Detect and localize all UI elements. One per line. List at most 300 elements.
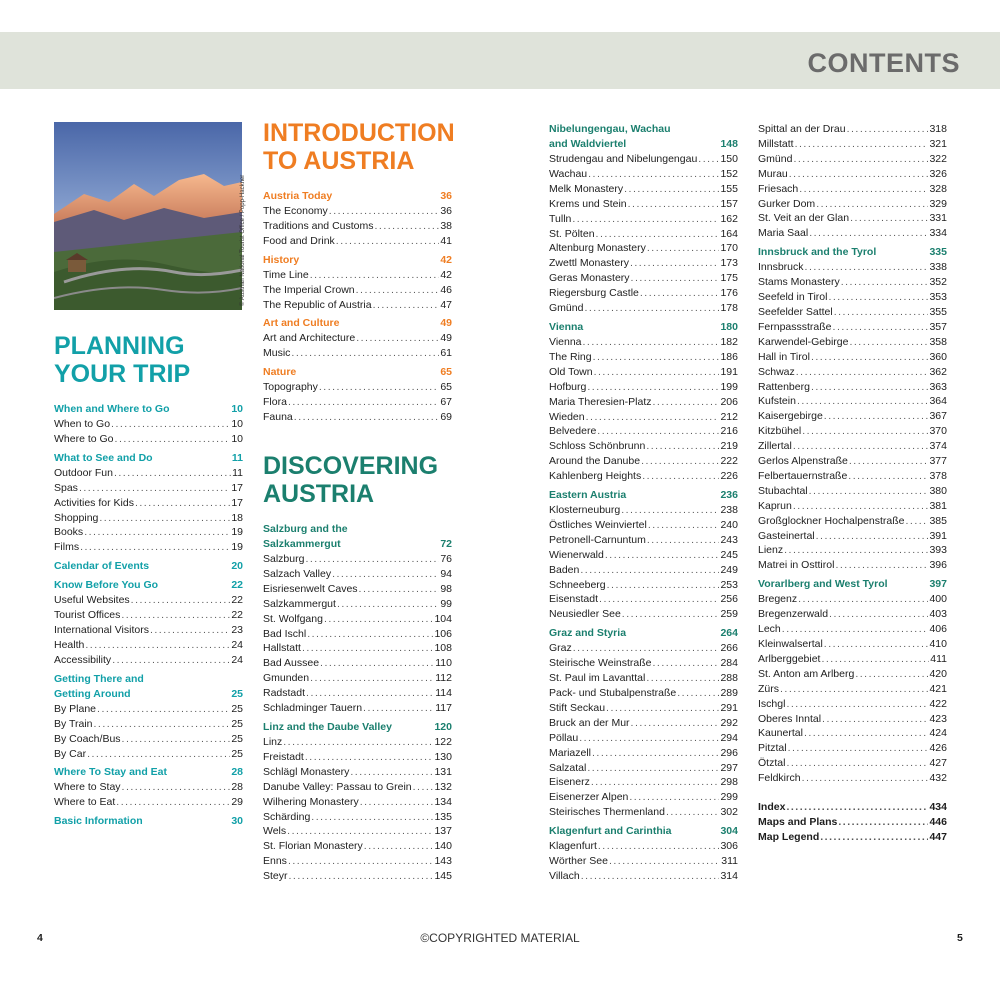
dot-leader [324, 612, 434, 627]
toc-entry [549, 212, 738, 227]
entry-title: Villach [549, 869, 580, 882]
entry-title: Ischgl [758, 697, 786, 710]
toc-entry [549, 686, 738, 701]
entry-title: Kitzbühel [758, 425, 802, 438]
entry-title: Gerlos Alpenstraße [758, 455, 848, 468]
dot-leader [289, 869, 434, 884]
entry-page: 259 [720, 608, 738, 621]
section-title-line: Salzkammergut [263, 538, 341, 550]
entry-title: Schneeberg [549, 578, 606, 591]
dot-leader [596, 227, 720, 242]
toc-entry [263, 204, 452, 219]
dot-leader [287, 824, 433, 839]
dot-leader [283, 735, 433, 750]
entry-title: St. Paul im Lavanttal [549, 672, 646, 685]
entry-title: Enns [263, 855, 287, 868]
dot-leader [111, 417, 230, 432]
entry-title: Spittal an der Drau [758, 123, 846, 135]
section-title [549, 122, 671, 152]
entry-title: Maria Saal [758, 227, 809, 240]
dot-leader [84, 525, 230, 540]
entry-page: 391 [929, 529, 947, 542]
planning-toc [54, 402, 243, 829]
toc-entry [263, 701, 452, 716]
dot-leader [592, 746, 719, 761]
entry-title: Pöllau [549, 731, 579, 744]
dot-leader [363, 701, 434, 716]
toc-entry [758, 424, 947, 439]
dot-leader [647, 241, 720, 256]
toc-entry [54, 623, 243, 638]
dot-leader [359, 582, 440, 597]
section-page: 28 [231, 766, 243, 779]
toc-entry [758, 592, 947, 607]
entry-title: Schlägl Monastery [263, 765, 350, 778]
section-title: Vienna [549, 320, 584, 333]
discovering-toc [263, 522, 452, 884]
entry-page: 24 [231, 653, 243, 666]
entry-title: Petronell-Carnuntum [549, 533, 646, 546]
entry-page: 157 [720, 197, 738, 210]
entry-page: 411 [930, 652, 947, 665]
toc-entry [54, 511, 243, 526]
toc-entry [549, 656, 738, 671]
entry-title: Kahlenberg Heights [549, 470, 642, 483]
section-title: Linz and the Daube Valley [263, 720, 392, 733]
dot-leader [332, 567, 439, 582]
entry-page: 25 [231, 702, 243, 715]
entry-page: 155 [720, 182, 738, 195]
section-title [263, 522, 348, 552]
entry-title: Feldkirch [758, 772, 801, 785]
toc-entry [549, 701, 738, 716]
entry-title: Gmünd [549, 302, 584, 315]
entry-page: 256 [720, 593, 738, 606]
mountain-photo [54, 122, 242, 310]
dot-leader [121, 608, 230, 623]
entry-page: 328 [929, 182, 947, 195]
toc-entry [758, 607, 947, 622]
toc-entry [549, 167, 738, 182]
entry-page: 434 [929, 801, 947, 814]
entry-page: 19 [231, 541, 243, 554]
dot-leader [307, 627, 433, 642]
dot-leader [848, 469, 928, 484]
entry-title: Where to Go [54, 432, 114, 445]
toc-entry [549, 380, 738, 395]
entry-title: Tulln [549, 212, 572, 225]
entry-title: Map Legend [758, 830, 820, 843]
toc-entry [54, 608, 243, 623]
entry-page: 291 [720, 701, 738, 714]
entry-title: Krems und Stein [549, 197, 627, 210]
entry-title: Fernpassstraße [758, 320, 832, 333]
entry-page: 314 [720, 869, 738, 882]
dot-leader [79, 481, 230, 496]
dot-leader [809, 226, 928, 241]
dot-leader [87, 747, 230, 762]
dot-leader [115, 432, 231, 447]
section-heading [263, 720, 452, 735]
toc-entry [263, 395, 452, 410]
toc-entry [758, 122, 947, 137]
entry-page: 38 [440, 219, 452, 232]
entry-title: Strudengau and Nibelungengau [549, 153, 698, 165]
toc-entry [263, 298, 452, 313]
entry-title: Schärding [263, 810, 311, 823]
section-page: 180 [720, 320, 738, 333]
entry-page: 186 [720, 350, 738, 363]
entry-page: 362 [929, 365, 947, 378]
dot-leader [594, 365, 720, 380]
entry-title: Steyr [263, 870, 288, 883]
entry-title: Bad Aussee [263, 657, 320, 670]
dot-leader [816, 197, 928, 212]
entry-page: 110 [435, 657, 452, 670]
dot-leader [329, 204, 440, 219]
page-title: CONTENTS [807, 48, 960, 78]
section-title: Basic Information [54, 815, 143, 828]
toc-entry [758, 211, 947, 226]
entry-page: 19 [231, 526, 243, 539]
section-title: When and Where to Go [54, 403, 170, 415]
entry-title: Eisenerz [549, 776, 590, 789]
entry-title: Geras Monastery [549, 272, 630, 285]
toc-entry [758, 454, 947, 469]
section-page: 264 [720, 627, 738, 640]
entry-page: 396 [929, 559, 947, 572]
copyright-notice: ©COPYRIGHTED MATERIAL [420, 931, 580, 945]
dot-leader [598, 839, 720, 854]
entry-title: Graz [549, 642, 572, 655]
section-title: Vorarlberg and West Tyrol [758, 578, 888, 591]
toc-entry [549, 805, 738, 820]
toc-entry [549, 839, 738, 854]
dot-leader [97, 702, 230, 717]
toc-entry [549, 671, 738, 686]
toc-entry [549, 854, 738, 869]
entry-title: Schwaz [758, 365, 795, 378]
entry-page: 175 [720, 272, 738, 285]
toc-entry [549, 454, 738, 469]
entry-title: Eisriesenwelt Caves [263, 582, 358, 595]
toc-entry [758, 350, 947, 365]
entry-page: 393 [929, 544, 947, 557]
entry-page: 334 [929, 227, 947, 240]
entry-title: Stubachtal [758, 484, 808, 497]
toc-entry [263, 780, 452, 795]
dot-leader [131, 593, 231, 608]
dot-leader [112, 653, 230, 668]
entry-page: 49 [440, 332, 452, 345]
section-title [54, 672, 144, 702]
dot-leader [780, 682, 928, 697]
section-page: 11 [231, 451, 243, 464]
dot-leader [631, 271, 720, 286]
dot-leader [834, 305, 929, 320]
section-heading [758, 577, 947, 592]
entry-title: Where to Stay [54, 781, 121, 794]
entry-title: Kleinwalsertal [758, 638, 823, 650]
toc-entry [758, 380, 947, 395]
section-page: 30 [231, 815, 243, 828]
dot-leader [336, 234, 440, 249]
entry-title: Karwendel-Gebirge [758, 335, 849, 348]
entry-page: 421 [929, 682, 947, 695]
toc-entry [263, 765, 452, 780]
entry-page: 36 [440, 205, 452, 217]
entry-title: Stift Seckau [549, 701, 606, 714]
entry-page: 108 [434, 642, 452, 655]
toc-entry [263, 735, 452, 750]
toc-entry [758, 771, 947, 786]
entry-title: Klosterneuburg [549, 504, 621, 517]
entry-page: 114 [435, 687, 452, 700]
entry-page: 23 [231, 624, 243, 637]
toc-entry [549, 469, 738, 484]
entry-page: 338 [929, 261, 947, 274]
dot-leader [356, 283, 440, 298]
section-title: Innsbruck and the Tyrol [758, 246, 877, 259]
entry-title: Melk Monastery [549, 182, 624, 195]
entry-title: Useful Websites [54, 594, 130, 607]
toc-entry [758, 637, 947, 652]
entry-title: Salzach Valley [263, 567, 332, 580]
toc-entry [758, 514, 947, 529]
toc-entry [263, 567, 452, 582]
toc-entry [549, 197, 738, 212]
dot-leader [291, 346, 439, 361]
toc-entry [758, 137, 947, 152]
entry-title: Bregenz [758, 593, 798, 606]
dot-leader [583, 335, 720, 350]
dot-leader [116, 795, 230, 810]
entry-page: 10 [231, 418, 243, 430]
entry-page: 446 [929, 815, 947, 828]
toc-entry [54, 417, 243, 432]
toc-entry [54, 466, 243, 481]
entry-title: Maps and Plans [758, 815, 838, 828]
entry-title: Zillertal [758, 440, 792, 453]
entry-page: 25 [231, 732, 243, 745]
dot-leader [797, 394, 929, 409]
section-heading [263, 522, 452, 552]
toc-entry [758, 182, 947, 197]
dot-leader [311, 810, 433, 825]
toc-entry [758, 275, 947, 290]
entry-title: Bruck an der Mur [549, 716, 630, 729]
entry-title: The Republic of Austria [263, 298, 372, 311]
toc-entry [549, 775, 738, 790]
toc-entry [549, 503, 738, 518]
photo-credit: © Austrian National Tourist Office / Popp-Hackner [240, 174, 246, 306]
entry-page: 11 [232, 466, 243, 479]
toc-entry [549, 578, 738, 593]
entry-page: 226 [720, 470, 738, 483]
dot-leader [319, 380, 439, 395]
dot-leader [816, 529, 929, 544]
dot-leader [294, 410, 440, 425]
entry-title: Wachau [549, 167, 588, 180]
toc-entry [549, 286, 738, 301]
entry-page: 422 [929, 697, 947, 710]
discovering-heading: DISCOVERING AUSTRIA [263, 452, 439, 508]
toc-entry [54, 540, 243, 555]
entry-title: Freistadt [263, 750, 304, 763]
toc-entry [549, 790, 738, 805]
entry-title: Hofburg [549, 380, 587, 393]
section-title: History [263, 253, 300, 266]
toc-entry [758, 484, 947, 499]
dot-leader [642, 469, 719, 484]
entry-page: 219 [720, 440, 738, 453]
entry-page: 296 [720, 746, 738, 759]
entry-title: Gasteinertal [758, 529, 815, 542]
toc-entry [263, 331, 452, 346]
entry-title: Spas [54, 481, 78, 494]
dot-leader [824, 409, 929, 424]
dot-leader [587, 761, 719, 776]
entry-title: Films [54, 541, 80, 554]
entry-title: Hall in Tirol [758, 350, 810, 363]
dot-leader [288, 395, 439, 410]
section-title: Calendar of Events [54, 560, 150, 573]
entry-title: Bad Ischl [263, 627, 307, 640]
dot-leader [606, 701, 719, 716]
toc-entry [758, 667, 947, 682]
toc-entry [263, 810, 452, 825]
section-heading [549, 626, 738, 641]
dot-leader [373, 298, 440, 313]
entry-page: 432 [929, 772, 947, 785]
toc-entry [549, 731, 738, 746]
section-title: Klagenfurt and Carinthia [549, 825, 672, 838]
section-title: What to See and Do [54, 451, 153, 464]
toc-entry [758, 439, 947, 454]
entry-page: 132 [434, 780, 452, 793]
entry-title: Shopping [54, 511, 99, 524]
entry-title: Gmunden [263, 672, 310, 685]
dot-leader [802, 771, 929, 786]
toc-entry [758, 197, 947, 212]
entry-title: Eisenerzer Alpen [549, 791, 629, 804]
section-title: Know Before You Go [54, 579, 159, 592]
dot-leader [646, 671, 719, 686]
entry-page: 410 [929, 638, 947, 650]
entry-title: Outdoor Fun [54, 466, 113, 479]
section-heading [54, 451, 243, 466]
section-page: 335 [929, 246, 947, 259]
entry-title: Kaisergebirge [758, 410, 823, 423]
toc-entry [758, 320, 947, 335]
section-page: 22 [231, 579, 243, 592]
section-heading [54, 765, 243, 780]
dot-leader [572, 212, 719, 227]
entry-page: 162 [720, 212, 738, 225]
entry-page: 164 [720, 227, 738, 240]
entry-page: 28 [231, 781, 243, 794]
entry-title: Traditions and Customs [263, 219, 374, 232]
entry-page: 22 [231, 609, 243, 622]
entry-page: 25 [231, 747, 243, 760]
toc-entry [263, 268, 452, 283]
entry-page: 104 [434, 612, 452, 625]
entry-page: 69 [440, 411, 452, 424]
dot-leader [587, 380, 719, 395]
entry-title: Millstatt [758, 137, 794, 150]
entry-title: Kufstein [758, 395, 796, 408]
section-title: Art and Culture [263, 317, 340, 330]
dot-leader [597, 424, 719, 439]
toc-entry [263, 283, 452, 298]
dot-leader [788, 741, 929, 756]
entry-page: 289 [720, 687, 738, 699]
entry-page: 447 [929, 830, 947, 843]
entry-page: 284 [720, 657, 738, 670]
entry-page: 427 [929, 757, 947, 770]
toc-entry [549, 563, 738, 578]
dot-leader [782, 622, 929, 637]
section-title: Nature [263, 366, 297, 379]
toc-entry [263, 219, 452, 234]
dot-leader [360, 795, 434, 810]
entry-title: Zwettl Monastery [549, 257, 629, 270]
entry-title: Klagenfurt [549, 840, 597, 853]
toc-entry [758, 167, 947, 182]
dot-leader [833, 320, 929, 335]
entry-title: Friesach [758, 182, 799, 195]
section-page: 42 [440, 253, 452, 266]
toc-entry [549, 395, 738, 410]
dot-leader [849, 454, 929, 469]
section-title-line: and Waldviertel [549, 138, 627, 150]
entry-title: By Coach/Bus [54, 732, 121, 745]
dot-leader [607, 578, 720, 593]
toc-entry [549, 518, 738, 533]
toc-entry [758, 394, 947, 409]
section-heading [54, 559, 243, 574]
entry-title: Accessibility [54, 653, 112, 666]
entry-page: 134 [434, 795, 452, 808]
toc-entry [263, 686, 452, 701]
dot-leader [630, 256, 720, 271]
toc-entry [549, 256, 738, 271]
section-title-line: Nibelungengau, Wachau [549, 123, 671, 135]
entry-title: Flora [263, 396, 287, 409]
entry-title: Östliches Weinviertel [549, 518, 647, 531]
entry-title: Wörther See [549, 855, 608, 868]
dot-leader [364, 839, 434, 854]
toc-entry [758, 305, 947, 320]
section-page: 148 [720, 138, 738, 150]
toc-entry [758, 543, 947, 558]
dot-leader [586, 410, 720, 425]
entry-title: Pitztal [758, 742, 787, 755]
section-heading [549, 122, 738, 152]
entry-title: St. Florian Monastery [263, 840, 363, 853]
entry-title: Radstadt [263, 687, 306, 700]
dot-leader [99, 511, 230, 526]
toc-entry [54, 653, 243, 668]
section-title-line: Getting There and [54, 672, 144, 685]
entry-page: 367 [929, 410, 947, 423]
entry-page: 24 [231, 638, 243, 651]
entry-page: 403 [929, 608, 947, 621]
entry-title: Fauna [263, 411, 293, 424]
dot-leader [135, 496, 230, 511]
entry-title: Food and Drink [263, 234, 335, 247]
entry-title: Lienz [758, 544, 784, 557]
